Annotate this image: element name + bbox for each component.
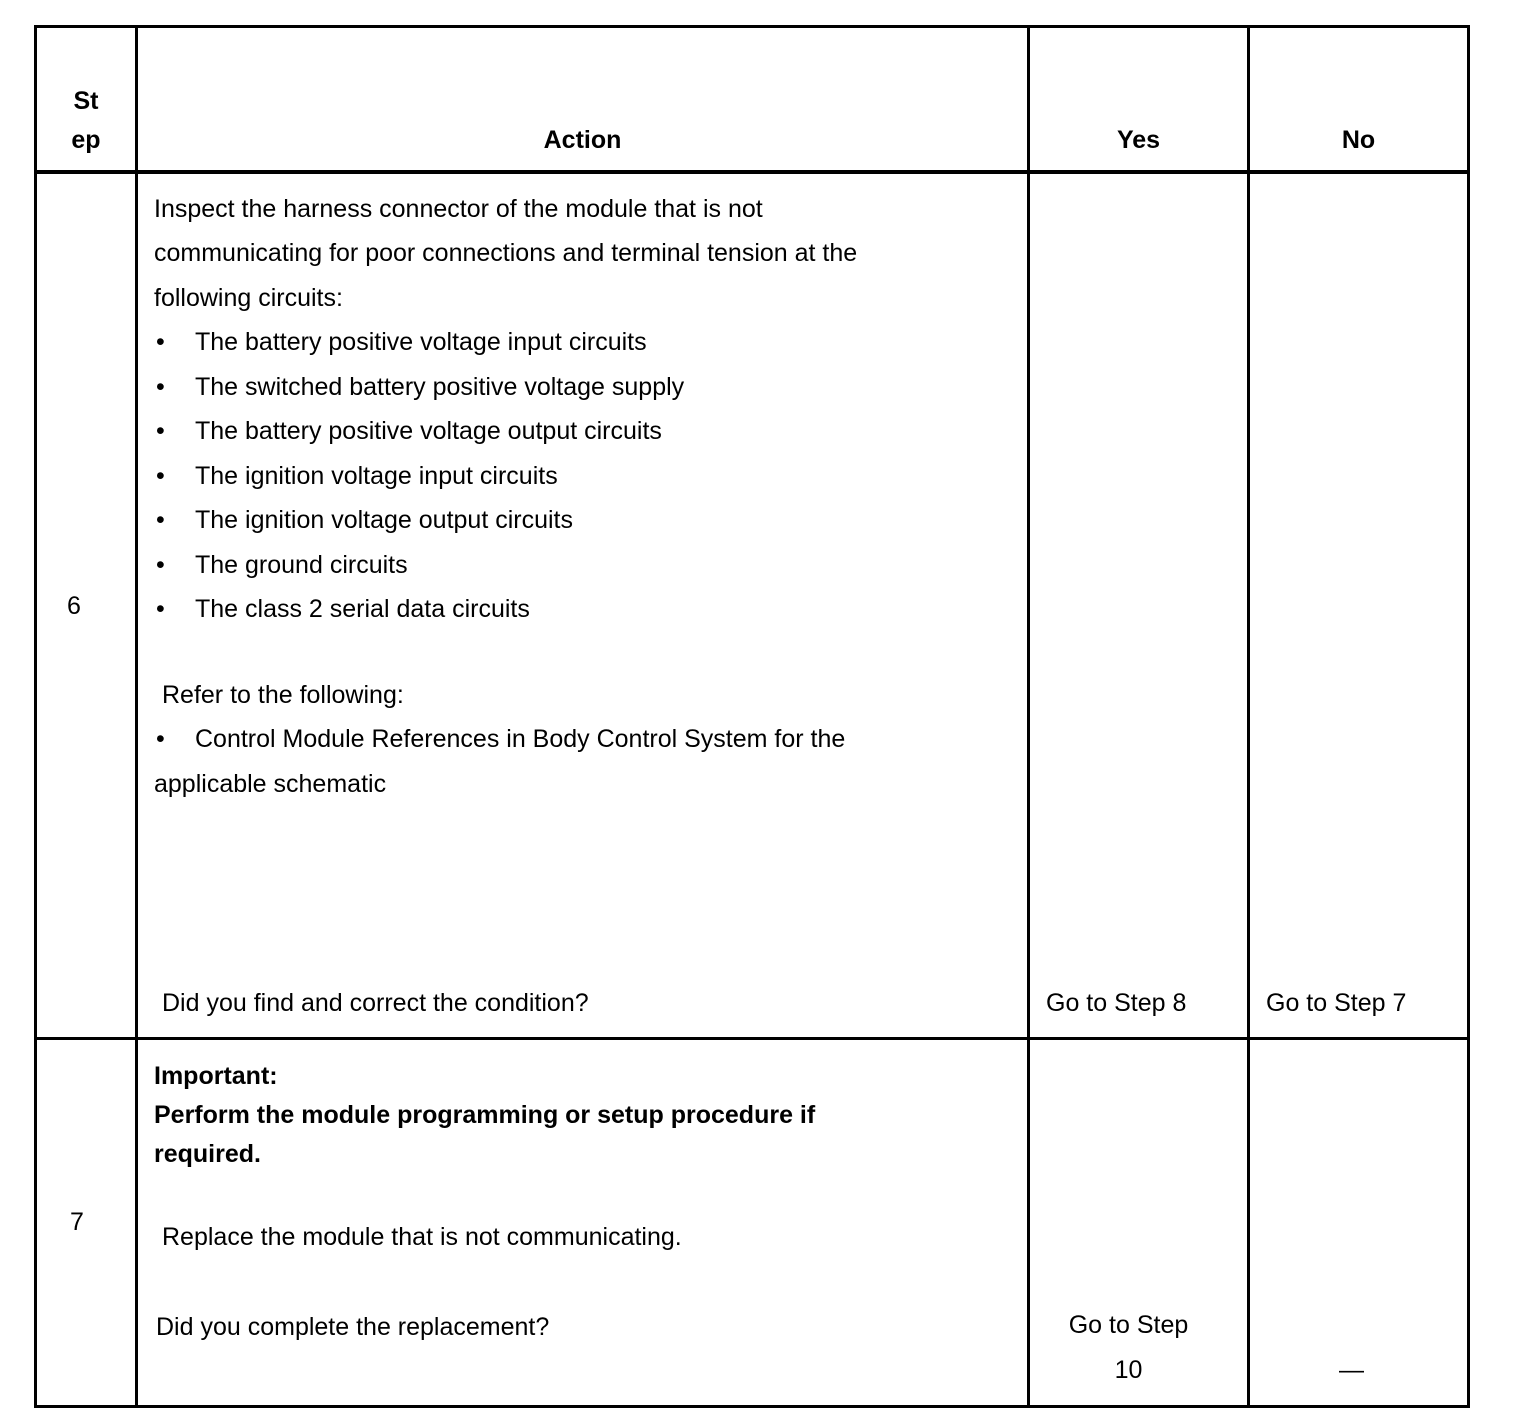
bullet-icon: • [156,595,165,623]
table-border-left [34,25,37,1408]
row6-no-link[interactable]: Go to Step 7 [1266,989,1407,1017]
table-border-bottom [34,1405,1470,1408]
list-item: The ignition voltage input circuits [195,462,558,490]
important-line2: required. [154,1140,261,1168]
header-step-line1: St [73,87,99,115]
important-label: Important: [154,1062,278,1090]
bullet-icon: • [156,462,165,490]
col-divider-step [135,25,138,1408]
row6-intro-line2: communicating for poor connections and terminal tension at the [154,239,858,267]
important-line1: Perform the module programming or setup procedure if [154,1101,816,1129]
row7-yes-link-line1[interactable]: Go to Step [1068,1311,1189,1339]
list-item: The class 2 serial data circuits [195,595,530,623]
refer-heading: Refer to the following: [162,681,404,709]
step-number-6: 6 [67,592,81,620]
row7-no-value: — [1339,1356,1364,1384]
list-item: The switched battery positive voltage supply [195,373,685,401]
row6-question: Did you find and correct the condition? [162,989,589,1017]
row6-intro-line1: Inspect the harness connector of the module that is not [154,195,763,223]
bullet-icon: • [156,551,165,579]
reference-item-line2: applicable schematic [154,770,387,798]
step-number-7: 7 [70,1208,84,1236]
bullet-icon: • [156,417,165,445]
header-divider [34,170,1470,174]
row6-yes-link[interactable]: Go to Step 8 [1046,989,1187,1017]
row-divider [34,1037,1470,1040]
list-item: The battery positive voltage input circuits [195,328,647,356]
bullet-icon: • [156,373,165,401]
bullet-icon: • [156,328,165,356]
list-item: The ignition voltage output circuits [195,506,573,534]
header-action: Action [543,126,622,154]
bullet-icon: • [156,725,165,753]
col-divider-yes [1247,25,1250,1408]
row7-question: Did you complete the replacement? [156,1313,550,1341]
header-no: No [1341,126,1376,154]
table-border-right [1467,25,1470,1408]
reference-item-line1: Control Module References in Body Control System for the [195,725,846,753]
list-item: The battery positive voltage output circuits [195,417,662,445]
table-border-top [34,25,1470,28]
row7-yes-link-line2[interactable]: 10 [1114,1356,1143,1384]
row6-intro-line3: following circuits: [154,284,343,312]
bullet-icon: • [156,506,165,534]
row7-instruction: Replace the module that is not communicating. [162,1223,682,1251]
header-yes: Yes [1116,126,1161,154]
col-divider-action [1027,25,1030,1408]
list-item: The ground circuits [195,551,408,579]
header-step-line2: ep [71,126,101,154]
